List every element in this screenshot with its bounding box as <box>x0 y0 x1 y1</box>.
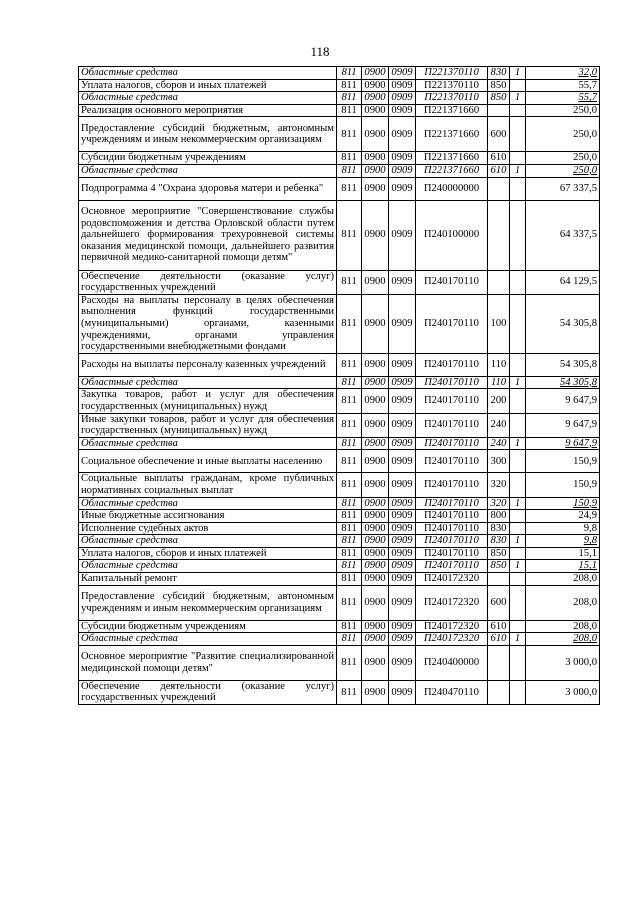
row-funding-source <box>510 294 526 353</box>
row-name: Иные бюджетные ассигнования <box>79 510 337 523</box>
table-row <box>79 547 600 560</box>
row-funding-source: 1 <box>510 92 526 105</box>
row-section-code: 0900 <box>362 547 389 560</box>
row-target-article-code: П240170110 <box>416 450 488 473</box>
row-target-article-code: П221370110 <box>416 92 488 105</box>
row-ved-code: 811 <box>337 177 362 200</box>
table-row <box>79 535 600 548</box>
row-subsection-code: 0909 <box>389 633 416 646</box>
row-sum: 250,0 <box>526 117 600 152</box>
row-target-article-code: П240170110 <box>416 560 488 573</box>
row-section-code: 0900 <box>362 680 389 704</box>
row-section-code: 0900 <box>362 152 389 165</box>
row-ved-code: 811 <box>337 389 362 413</box>
row-ved-code: 811 <box>337 413 362 437</box>
row-name: Реализация основного мероприятия <box>79 104 337 117</box>
row-expense-type-code: 850 <box>488 92 510 105</box>
row-subsection-code: 0909 <box>389 92 416 105</box>
row-subsection-code: 0909 <box>389 450 416 473</box>
row-target-article-code: П221371660 <box>416 104 488 117</box>
row-name: Областные средства <box>79 437 337 450</box>
row-target-article-code: П240172320 <box>416 620 488 633</box>
row-section-code: 0900 <box>362 67 389 80</box>
row-sum: 54 305,8 <box>526 353 600 376</box>
row-funding-source <box>510 413 526 437</box>
row-subsection-code: 0909 <box>389 680 416 704</box>
row-expense-type-code: 300 <box>488 450 510 473</box>
row-name: Областные средства <box>79 560 337 573</box>
row-ved-code: 811 <box>337 473 362 497</box>
row-expense-type-code: 110 <box>488 376 510 389</box>
row-target-article-code: П221371660 <box>416 164 488 177</box>
row-name: Иные закупки товаров, работ и услуг для обеспечения государственных (муниципальных) нужд <box>79 413 337 437</box>
row-sum: 150,9 <box>526 473 600 497</box>
row-ved-code: 811 <box>337 573 362 586</box>
row-expense-type-code <box>488 270 510 294</box>
row-target-article-code: П240172320 <box>416 573 488 586</box>
row-ved-code: 811 <box>337 164 362 177</box>
row-funding-source <box>510 522 526 535</box>
row-sum: 9 647,9 <box>526 413 600 437</box>
row-section-code: 0900 <box>362 497 389 510</box>
row-ved-code: 811 <box>337 92 362 105</box>
row-sum: 55,7 <box>526 92 600 105</box>
row-sum: 250,0 <box>526 152 600 165</box>
row-funding-source: 1 <box>510 560 526 573</box>
row-funding-source <box>510 680 526 704</box>
table-row <box>79 473 600 497</box>
row-subsection-code: 0909 <box>389 200 416 270</box>
table-row <box>79 177 600 200</box>
row-subsection-code: 0909 <box>389 79 416 92</box>
row-ved-code: 811 <box>337 645 362 680</box>
row-name: Областные средства <box>79 497 337 510</box>
budget-table <box>78 66 600 705</box>
row-name: Социальные выплаты гражданам, кроме публичных нормативных социальных выплат <box>79 473 337 497</box>
row-ved-code: 811 <box>337 547 362 560</box>
row-funding-source <box>510 200 526 270</box>
row-section-code: 0900 <box>362 164 389 177</box>
row-expense-type-code: 850 <box>488 560 510 573</box>
row-name: Предоставление субсидий бюджетным, автономным учреждениям и иным некоммерческим организациям <box>79 585 337 620</box>
row-subsection-code: 0909 <box>389 389 416 413</box>
row-expense-type-code: 610 <box>488 164 510 177</box>
row-target-article-code: П240170110 <box>416 497 488 510</box>
row-ved-code: 811 <box>337 67 362 80</box>
row-subsection-code: 0909 <box>389 67 416 80</box>
row-ved-code: 811 <box>337 376 362 389</box>
row-name: Уплата налогов, сборов и иных платежей <box>79 547 337 560</box>
row-section-code: 0900 <box>362 376 389 389</box>
row-section-code: 0900 <box>362 510 389 523</box>
row-ved-code: 811 <box>337 353 362 376</box>
row-expense-type-code: 600 <box>488 585 510 620</box>
row-name: Предоставление субсидий бюджетным, автономным учреждениям и иным некоммерческим организациям <box>79 117 337 152</box>
table-row <box>79 450 600 473</box>
row-subsection-code: 0909 <box>389 645 416 680</box>
row-sum: 208,0 <box>526 585 600 620</box>
row-expense-type-code: 610 <box>488 152 510 165</box>
row-section-code: 0900 <box>362 573 389 586</box>
row-subsection-code: 0909 <box>389 510 416 523</box>
row-target-article-code: П240170110 <box>416 353 488 376</box>
row-funding-source <box>510 510 526 523</box>
row-section-code: 0900 <box>362 585 389 620</box>
row-funding-source <box>510 573 526 586</box>
row-ved-code: 811 <box>337 510 362 523</box>
row-target-article-code: П240400000 <box>416 645 488 680</box>
row-subsection-code: 0909 <box>389 522 416 535</box>
row-expense-type-code: 240 <box>488 437 510 450</box>
row-ved-code: 811 <box>337 294 362 353</box>
row-target-article-code: П240170110 <box>416 437 488 450</box>
row-target-article-code: П240170110 <box>416 413 488 437</box>
row-section-code: 0900 <box>362 79 389 92</box>
row-name: Областные средства <box>79 376 337 389</box>
row-subsection-code: 0909 <box>389 473 416 497</box>
table-row <box>79 645 600 680</box>
row-target-article-code: П240170110 <box>416 547 488 560</box>
row-funding-source <box>510 177 526 200</box>
row-name: Исполнение судебных актов <box>79 522 337 535</box>
row-subsection-code: 0909 <box>389 620 416 633</box>
row-name: Расходы на выплаты персоналу в целях обеспечения выполнения функций государственными (муниципальными) органами, казенными учреждениями, органами управления государственными внебюджетными фондами <box>79 294 337 353</box>
table-row <box>79 497 600 510</box>
row-funding-source <box>510 389 526 413</box>
row-name: Областные средства <box>79 164 337 177</box>
row-funding-source <box>510 152 526 165</box>
row-subsection-code: 0909 <box>389 585 416 620</box>
table-row <box>79 104 600 117</box>
row-ved-code: 811 <box>337 522 362 535</box>
row-target-article-code: П240172320 <box>416 633 488 646</box>
row-sum: 24,9 <box>526 510 600 523</box>
row-target-article-code: П240170110 <box>416 376 488 389</box>
row-sum: 9,8 <box>526 535 600 548</box>
row-expense-type-code: 610 <box>488 633 510 646</box>
row-sum: 208,0 <box>526 573 600 586</box>
row-name: Обеспечение деятельности (оказание услуг) государственных учреждений <box>79 270 337 294</box>
table-row <box>79 560 600 573</box>
row-section-code: 0900 <box>362 633 389 646</box>
row-funding-source <box>510 620 526 633</box>
row-ved-code: 811 <box>337 79 362 92</box>
row-expense-type-code: 830 <box>488 67 510 80</box>
row-name: Субсидии бюджетным учреждениям <box>79 620 337 633</box>
row-name: Уплата налогов, сборов и иных платежей <box>79 79 337 92</box>
row-sum: 150,9 <box>526 497 600 510</box>
row-target-article-code: П240470110 <box>416 680 488 704</box>
row-name: Социальное обеспечение и иные выплаты населению <box>79 450 337 473</box>
page-number: 118 <box>310 44 330 59</box>
row-target-article-code: П240170110 <box>416 294 488 353</box>
table-row <box>79 353 600 376</box>
row-expense-type-code: 850 <box>488 79 510 92</box>
row-expense-type-code: 800 <box>488 510 510 523</box>
row-sum: 9,8 <box>526 522 600 535</box>
row-subsection-code: 0909 <box>389 497 416 510</box>
table-row <box>79 620 600 633</box>
row-section-code: 0900 <box>362 104 389 117</box>
row-target-article-code: П240170110 <box>416 270 488 294</box>
table-row <box>79 585 600 620</box>
row-sum: 32,0 <box>526 67 600 80</box>
table-row <box>79 510 600 523</box>
row-subsection-code: 0909 <box>389 547 416 560</box>
row-name: Областные средства <box>79 633 337 646</box>
row-expense-type-code <box>488 200 510 270</box>
row-section-code: 0900 <box>362 535 389 548</box>
row-subsection-code: 0909 <box>389 152 416 165</box>
row-funding-source <box>510 473 526 497</box>
row-funding-source: 1 <box>510 437 526 450</box>
row-funding-source: 1 <box>510 164 526 177</box>
table-row <box>79 117 600 152</box>
row-section-code: 0900 <box>362 413 389 437</box>
row-section-code: 0900 <box>362 645 389 680</box>
row-section-code: 0900 <box>362 473 389 497</box>
row-expense-type-code <box>488 104 510 117</box>
row-funding-source <box>510 645 526 680</box>
row-sum: 208,0 <box>526 633 600 646</box>
table-row <box>79 376 600 389</box>
row-sum: 54 305,8 <box>526 376 600 389</box>
row-expense-type-code: 100 <box>488 294 510 353</box>
row-expense-type-code: 830 <box>488 522 510 535</box>
row-ved-code: 811 <box>337 620 362 633</box>
row-expense-type-code: 830 <box>488 535 510 548</box>
row-funding-source <box>510 353 526 376</box>
row-ved-code: 811 <box>337 152 362 165</box>
row-ved-code: 811 <box>337 633 362 646</box>
row-target-article-code: П240170110 <box>416 510 488 523</box>
row-name: Закупка товаров, работ и услуг для обеспечения государственных (муниципальных) нужд <box>79 389 337 413</box>
row-expense-type-code <box>488 177 510 200</box>
row-funding-source: 1 <box>510 67 526 80</box>
table-row <box>79 680 600 704</box>
row-section-code: 0900 <box>362 200 389 270</box>
row-target-article-code: П221371660 <box>416 152 488 165</box>
table-row <box>79 522 600 535</box>
row-subsection-code: 0909 <box>389 413 416 437</box>
table-row <box>79 294 600 353</box>
row-subsection-code: 0909 <box>389 535 416 548</box>
row-ved-code: 811 <box>337 497 362 510</box>
row-subsection-code: 0909 <box>389 560 416 573</box>
row-target-article-code: П240170110 <box>416 473 488 497</box>
row-name: Подпрограмма 4 "Охрана здоровья матери и ребенка" <box>79 177 337 200</box>
row-funding-source <box>510 104 526 117</box>
row-section-code: 0900 <box>362 389 389 413</box>
row-sum: 15,1 <box>526 560 600 573</box>
row-funding-source <box>510 450 526 473</box>
row-name: Областные средства <box>79 535 337 548</box>
row-target-article-code: П240170110 <box>416 389 488 413</box>
row-funding-source <box>510 270 526 294</box>
row-subsection-code: 0909 <box>389 117 416 152</box>
row-section-code: 0900 <box>362 92 389 105</box>
row-funding-source: 1 <box>510 633 526 646</box>
row-ved-code: 811 <box>337 200 362 270</box>
table-row <box>79 92 600 105</box>
row-sum: 9 647,9 <box>526 389 600 413</box>
row-target-article-code: П240170110 <box>416 535 488 548</box>
row-sum: 250,0 <box>526 164 600 177</box>
row-subsection-code: 0909 <box>389 164 416 177</box>
row-sum: 208,0 <box>526 620 600 633</box>
row-funding-source <box>510 585 526 620</box>
row-name: Обеспечение деятельности (оказание услуг) государственных учреждений <box>79 680 337 704</box>
table-row <box>79 152 600 165</box>
row-sum: 250,0 <box>526 104 600 117</box>
table-row <box>79 270 600 294</box>
row-ved-code: 811 <box>337 585 362 620</box>
row-expense-type-code: 610 <box>488 620 510 633</box>
table-row <box>79 573 600 586</box>
row-expense-type-code <box>488 645 510 680</box>
row-ved-code: 811 <box>337 117 362 152</box>
row-sum: 64 129,5 <box>526 270 600 294</box>
row-section-code: 0900 <box>362 560 389 573</box>
row-section-code: 0900 <box>362 294 389 353</box>
table-row <box>79 437 600 450</box>
row-funding-source: 1 <box>510 535 526 548</box>
row-expense-type-code: 110 <box>488 353 510 376</box>
row-expense-type-code: 320 <box>488 497 510 510</box>
row-target-article-code: П221371660 <box>416 117 488 152</box>
row-funding-source <box>510 547 526 560</box>
row-section-code: 0900 <box>362 270 389 294</box>
row-sum: 67 337,5 <box>526 177 600 200</box>
row-section-code: 0900 <box>362 117 389 152</box>
row-expense-type-code <box>488 680 510 704</box>
row-sum: 55,7 <box>526 79 600 92</box>
row-ved-code: 811 <box>337 270 362 294</box>
row-target-article-code: П240172320 <box>416 585 488 620</box>
row-funding-source <box>510 117 526 152</box>
row-subsection-code: 0909 <box>389 270 416 294</box>
row-subsection-code: 0909 <box>389 353 416 376</box>
row-subsection-code: 0909 <box>389 376 416 389</box>
row-ved-code: 811 <box>337 104 362 117</box>
row-sum: 15,1 <box>526 547 600 560</box>
row-target-article-code: П221370110 <box>416 67 488 80</box>
row-expense-type-code: 320 <box>488 473 510 497</box>
row-subsection-code: 0909 <box>389 573 416 586</box>
table-body <box>79 67 600 705</box>
row-expense-type-code: 200 <box>488 389 510 413</box>
row-expense-type-code <box>488 573 510 586</box>
row-name: Областные средства <box>79 67 337 80</box>
row-funding-source: 1 <box>510 376 526 389</box>
row-ved-code: 811 <box>337 560 362 573</box>
table-row <box>79 200 600 270</box>
row-ved-code: 811 <box>337 680 362 704</box>
table-row <box>79 389 600 413</box>
table-row <box>79 67 600 80</box>
row-section-code: 0900 <box>362 353 389 376</box>
row-target-article-code: П221370110 <box>416 79 488 92</box>
row-name: Капитальный ремонт <box>79 573 337 586</box>
table-row <box>79 413 600 437</box>
row-name: Расходы на выплаты персоналу казенных учреждений <box>79 353 337 376</box>
row-funding-source <box>510 79 526 92</box>
row-funding-source: 1 <box>510 497 526 510</box>
row-sum: 64 337,5 <box>526 200 600 270</box>
row-expense-type-code: 850 <box>488 547 510 560</box>
table-row <box>79 633 600 646</box>
row-name: Основное мероприятие "Совершенствование службы родовспоможения и детства Орловской области путем дальнейшего формирования трехуровневой системы оказания медицинской помощи, дальнейшего развития первичной медико-санитарной помощи детям" <box>79 200 337 270</box>
row-subsection-code: 0909 <box>389 294 416 353</box>
row-sum: 150,9 <box>526 450 600 473</box>
row-ved-code: 811 <box>337 535 362 548</box>
row-target-article-code: П240100000 <box>416 200 488 270</box>
row-ved-code: 811 <box>337 437 362 450</box>
row-section-code: 0900 <box>362 450 389 473</box>
row-sum: 3 000,0 <box>526 680 600 704</box>
row-target-article-code: П240170110 <box>416 522 488 535</box>
row-target-article-code: П240000000 <box>416 177 488 200</box>
row-expense-type-code: 240 <box>488 413 510 437</box>
row-section-code: 0900 <box>362 522 389 535</box>
table-row <box>79 164 600 177</box>
row-section-code: 0900 <box>362 620 389 633</box>
row-sum: 9 647,9 <box>526 437 600 450</box>
row-subsection-code: 0909 <box>389 104 416 117</box>
row-subsection-code: 0909 <box>389 437 416 450</box>
row-ved-code: 811 <box>337 450 362 473</box>
row-section-code: 0900 <box>362 177 389 200</box>
row-sum: 3 000,0 <box>526 645 600 680</box>
row-name: Основное мероприятие "Развитие специализированной медицинской помощи детям" <box>79 645 337 680</box>
row-section-code: 0900 <box>362 437 389 450</box>
row-sum: 54 305,8 <box>526 294 600 353</box>
row-subsection-code: 0909 <box>389 177 416 200</box>
row-name: Субсидии бюджетным учреждениям <box>79 152 337 165</box>
row-name: Областные средства <box>79 92 337 105</box>
row-expense-type-code: 600 <box>488 117 510 152</box>
table-row <box>79 79 600 92</box>
